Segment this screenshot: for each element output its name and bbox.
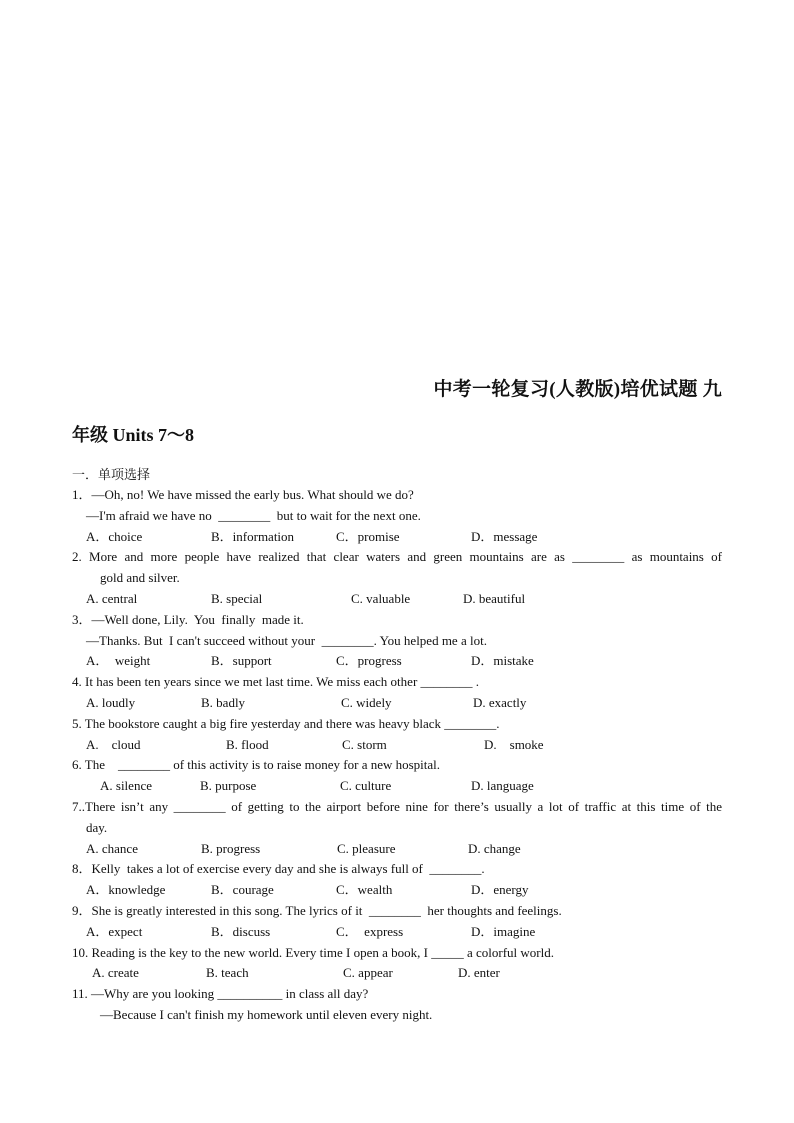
question-text: 4. It has been ten years since we met last time. We miss each other ________ . — [72, 674, 480, 690]
question-11 — [72, 984, 722, 1026]
answer-options — [72, 651, 722, 672]
answer-options — [72, 963, 722, 984]
answer-options — [72, 735, 722, 756]
section-heading: 一．单项选择 — [72, 467, 151, 482]
question-text: 9．She is greatly interested in this song. The lyrics of it ________ her thoughts and feelings. — [72, 902, 562, 918]
question-response: —Because I can't finish my homework until eleven every night. — [100, 1006, 433, 1022]
option-c: C. appear — [343, 965, 393, 981]
option-d: D. enter — [458, 965, 500, 981]
option-b: B. teach — [206, 965, 249, 981]
option-d: D. change — [468, 840, 521, 856]
option-c: C. valuable — [351, 590, 411, 606]
option-b: B．courage — [211, 882, 274, 898]
option-a: A. chance — [86, 840, 138, 856]
option-a: A. silence — [100, 778, 152, 794]
option-c: C. culture — [340, 778, 392, 794]
question-response: —I'm afraid we have no ________ but to wait for the next one. — [86, 507, 421, 523]
option-c: C．promise — [336, 528, 400, 544]
option-b: B．information — [211, 528, 295, 544]
option-c: C．wealth — [336, 882, 393, 898]
answer-options — [72, 776, 722, 797]
question-3 — [72, 610, 722, 672]
option-d: D．message — [471, 528, 538, 544]
answer-options — [72, 589, 722, 610]
option-a: A． weight — [86, 653, 151, 669]
option-b: B. progress — [201, 840, 261, 856]
option-c: C. pleasure — [337, 840, 396, 856]
option-c: C． express — [336, 923, 404, 939]
option-b: B．discuss — [211, 923, 271, 939]
option-c: C. storm — [342, 736, 387, 752]
option-d: D. language — [471, 778, 534, 794]
page-title: 中考一轮复习(人教版)培优试题 九 — [433, 379, 722, 400]
question-text: 6. The ________ of this activity is to raise money for a new hospital. — [72, 757, 441, 773]
question-text-continued: day. — [86, 819, 108, 835]
question-4 — [72, 672, 722, 714]
option-a: A．choice — [86, 528, 143, 544]
option-d: D. exactly — [473, 694, 527, 710]
question-text: 2. More and more people have realized that clear waters and green mountains are as ________ as mountains of — [72, 549, 722, 565]
question-5 — [72, 714, 722, 756]
option-d: D. beautiful — [463, 590, 526, 606]
answer-options — [72, 839, 722, 860]
option-d: D．energy — [471, 882, 529, 898]
question-6 — [72, 755, 722, 797]
question-10 — [72, 943, 722, 985]
answer-options — [72, 527, 722, 548]
option-c: C．progress — [336, 653, 402, 669]
question-7 — [72, 797, 722, 859]
question-text: 10. Reading is the key to the new world. Every time I open a book, I _____ a colorful world. — [72, 944, 554, 960]
answer-options — [72, 693, 722, 714]
answer-options — [72, 880, 722, 901]
option-d: D. smoke — [484, 736, 544, 752]
question-text: 1．—Oh, no! We have missed the early bus. What should we do? — [72, 487, 414, 502]
option-a: A. cloud — [86, 736, 141, 752]
question-text: 11. —Why are you looking __________ in class all day? — [72, 986, 369, 1002]
option-a: A. create — [92, 965, 139, 981]
question-text: 8．Kelly takes a lot of exercise every day and she is always full of ________. — [72, 861, 485, 877]
option-a: A．expect — [86, 923, 143, 939]
option-d: D．mistake — [471, 653, 534, 669]
option-a: A．knowledge — [86, 882, 166, 898]
question-text: 7..There isn’t any ________ of getting to the airport before nine for there’s usually a lot of traffic at this time of the — [72, 798, 722, 814]
option-b: B. special — [211, 590, 263, 606]
question-list — [72, 485, 722, 1026]
question-2 — [72, 547, 722, 609]
answer-options — [72, 922, 722, 943]
option-b: B. flood — [226, 736, 269, 752]
option-b: B. purpose — [200, 778, 257, 794]
option-b: B．support — [211, 653, 272, 669]
option-d: D．imagine — [471, 923, 536, 939]
page-subtitle: 年级 Units 7～8 — [72, 425, 195, 445]
question-text: 5. The bookstore caught a big fire yesterday and there was heavy black ________. — [72, 715, 500, 731]
option-c: C. widely — [341, 694, 392, 710]
question-8 — [72, 859, 722, 901]
question-text: 3．—Well done, Lily. You finally made it. — [72, 611, 304, 627]
question-1 — [72, 485, 722, 547]
option-a: A. loudly — [86, 694, 136, 710]
question-text-continued: gold and silver. — [100, 570, 180, 586]
option-b: B. badly — [201, 694, 246, 710]
option-a: A. central — [86, 590, 138, 606]
question-response: —Thanks. But I can't succeed without your ________. You helped me a lot. — [86, 632, 487, 648]
question-9 — [72, 901, 722, 943]
